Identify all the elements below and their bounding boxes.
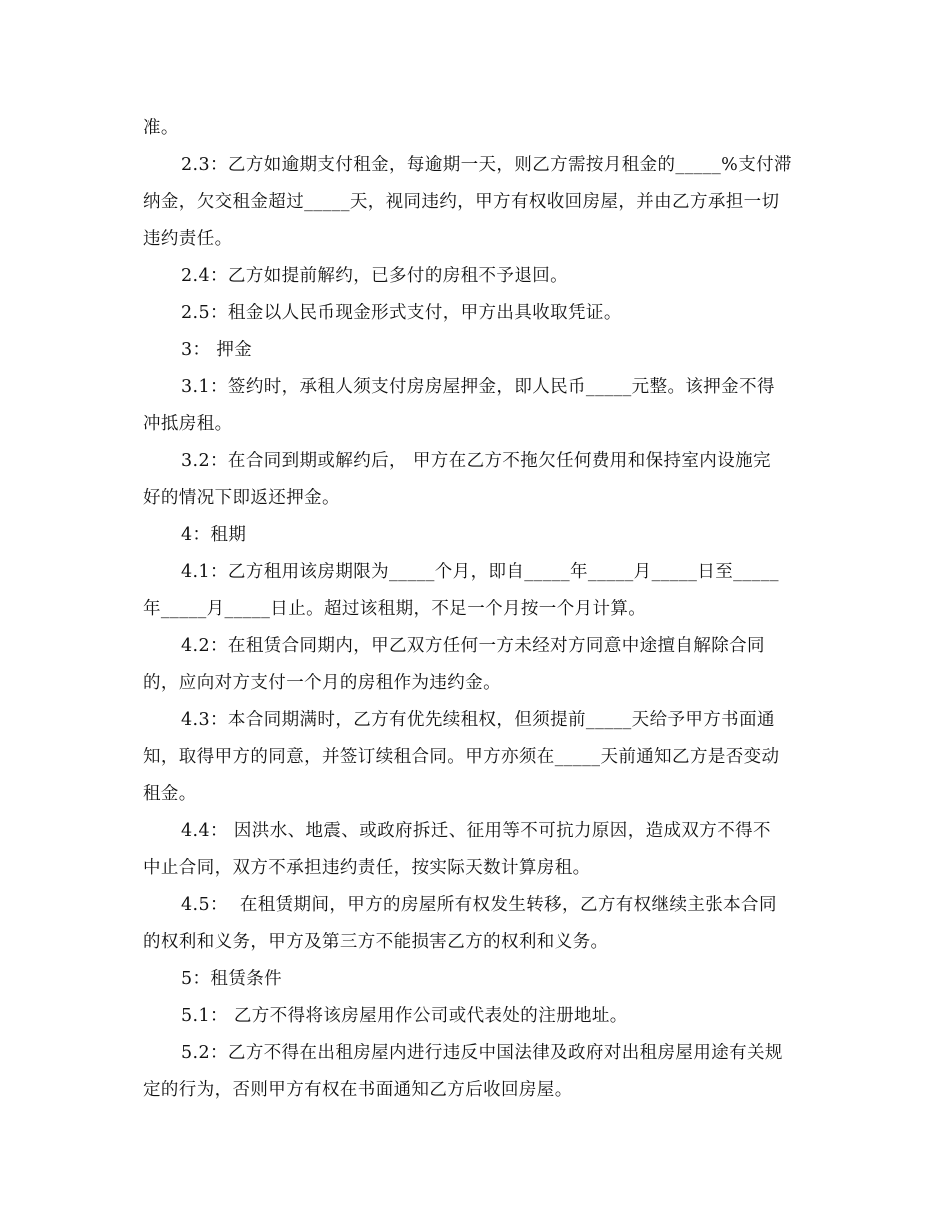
- text-line: 4.5： 在租赁期间，甲方的房屋所有权发生转移，乙方有权继续主张本合同: [181, 895, 777, 915]
- text-line: 冲抵房租。: [143, 414, 233, 434]
- text-line: 纳金，欠交租金超过_____天，视同违约，甲方有权收回房屋，并由乙方承担一切: [143, 192, 780, 212]
- text-line: 3.2：在合同到期或解约后， 甲方在乙方不拖欠任何费用和保持室内设施完: [181, 451, 771, 471]
- text-line: 的权利和义务，甲方及第三方不能损害乙方的权利和义务。: [143, 932, 609, 952]
- text-line: 3.1：签约时，承租人须支付房房屋押金，即人民币_____元整。该押金不得: [181, 377, 775, 397]
- text-line: 违约责任。: [143, 229, 233, 249]
- text-line: 定的行为，否则甲方有权在书面通知乙方后收回房屋。: [143, 1080, 573, 1100]
- text-line: 准。: [143, 118, 179, 138]
- text-line: 的，应向对方支付一个月的房租作为违约金。: [143, 673, 501, 693]
- section-heading: 3： 押金: [181, 340, 253, 360]
- text-line: 4.2：在租赁合同期内，甲乙双方任何一方未经对方同意中途擅自解除合同: [181, 636, 765, 656]
- text-line: 租金。: [143, 784, 197, 804]
- text-line: 好的情况下即返还押金。: [143, 488, 340, 508]
- text-line: 4.4： 因洪水、地震、或政府拆迁、征用等不可抗力原因，造成双方不得不: [181, 821, 771, 841]
- text-line: 5.1： 乙方不得将该房屋用作公司或代表处的注册地址。: [181, 1006, 628, 1026]
- text-line: 2.3：乙方如逾期支付租金，每逾期一天，则乙方需按月租金的_____%支付滞: [181, 155, 792, 175]
- section-heading: 5：租赁条件: [181, 969, 283, 989]
- text-line: 2.4：乙方如提前解约，已多付的房租不予退回。: [181, 266, 569, 286]
- text-line: 知，取得甲方的同意，并签订续租合同。甲方亦须在_____天前通知乙方是否变动: [143, 747, 780, 767]
- text-line: 中止合同，双方不承担违约责任，按实际天数计算房租。: [143, 858, 591, 878]
- text-line: 年_____月_____日止。超过该租期，不足一个月按一个月计算。: [143, 599, 647, 619]
- text-line: 5.2：乙方不得在出租房屋内进行违反中国法律及政府对出租房屋用途有关规: [181, 1043, 783, 1063]
- text-line: 4.3：本合同期满时，乙方有优先续租权，但须提前_____天给予甲方书面通: [181, 710, 775, 730]
- text-line: 2.5：租金以人民币现金形式支付，甲方出具收取凭证。: [181, 303, 622, 323]
- section-heading: 4：租期: [181, 525, 247, 545]
- text-line: 4.1：乙方租用该房期限为_____个月，即自_____年_____月_____日至_____: [181, 562, 779, 582]
